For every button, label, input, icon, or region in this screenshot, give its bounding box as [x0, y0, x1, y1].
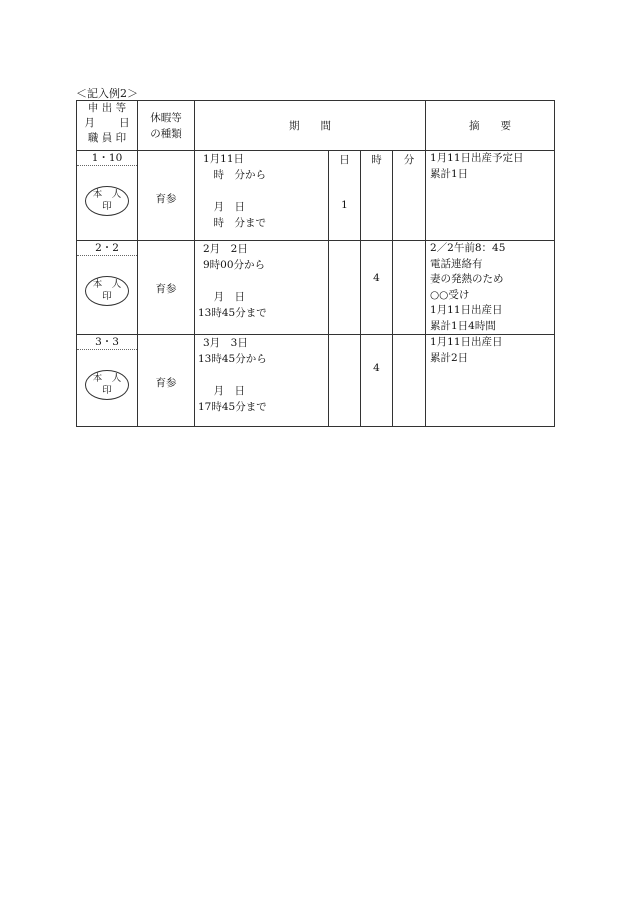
period-range: 1月11日 時 分から 月 日 時 分まで: [195, 151, 329, 241]
leave-type: 育参: [138, 151, 195, 241]
header-leave-type: 休暇等 の種類: [138, 101, 195, 151]
hours-cell: 4: [361, 335, 393, 427]
application-date: 2・2: [77, 241, 137, 256]
period-range: 2月 2日 9時00分から 月 日 13時45分まで: [195, 241, 329, 335]
header-row: [77, 101, 555, 151]
personal-seal: 本 人 印: [85, 276, 129, 306]
header-remarks: 摘 要: [426, 101, 555, 151]
table-row: [77, 151, 555, 241]
minutes-cell: [393, 335, 426, 427]
leave-record-table: [76, 100, 555, 427]
days-cell: 日 1: [329, 151, 361, 241]
remarks-cell: 2／2午前8：45 電話連絡有 妻の発熱のため ○○受け 1月11日出産日 累計1日4時間: [426, 241, 555, 335]
days-cell: [329, 241, 361, 335]
hours-cell: 4: [361, 241, 393, 335]
applicant-cell: [77, 241, 138, 335]
personal-seal: 本 人 印: [85, 186, 129, 216]
table-row: [77, 241, 555, 335]
remarks-cell: 1月11日出産日 累計2日: [426, 335, 555, 427]
applicant-cell: [77, 151, 138, 241]
period-range: 3月 3日 13時45分から 月 日 17時45分まで: [195, 335, 329, 427]
application-date: 1・10: [77, 151, 137, 166]
form-caption: ＜記入例2＞: [76, 87, 138, 100]
table-row: [77, 335, 555, 427]
header-applicant: 申 出 等 月 日 職 員 印: [77, 101, 138, 151]
leave-type: 育参: [138, 335, 195, 427]
minutes-cell: 分: [393, 151, 426, 241]
hours-cell: 時: [361, 151, 393, 241]
personal-seal: 本 人 印: [85, 370, 129, 400]
header-period: 期 間: [195, 101, 426, 151]
application-date: 3・3: [77, 335, 137, 350]
leave-type: 育参: [138, 241, 195, 335]
days-cell: [329, 335, 361, 427]
remarks-cell: 1月11日出産予定日 累計1日: [426, 151, 555, 241]
applicant-cell: [77, 335, 138, 427]
minutes-cell: [393, 241, 426, 335]
